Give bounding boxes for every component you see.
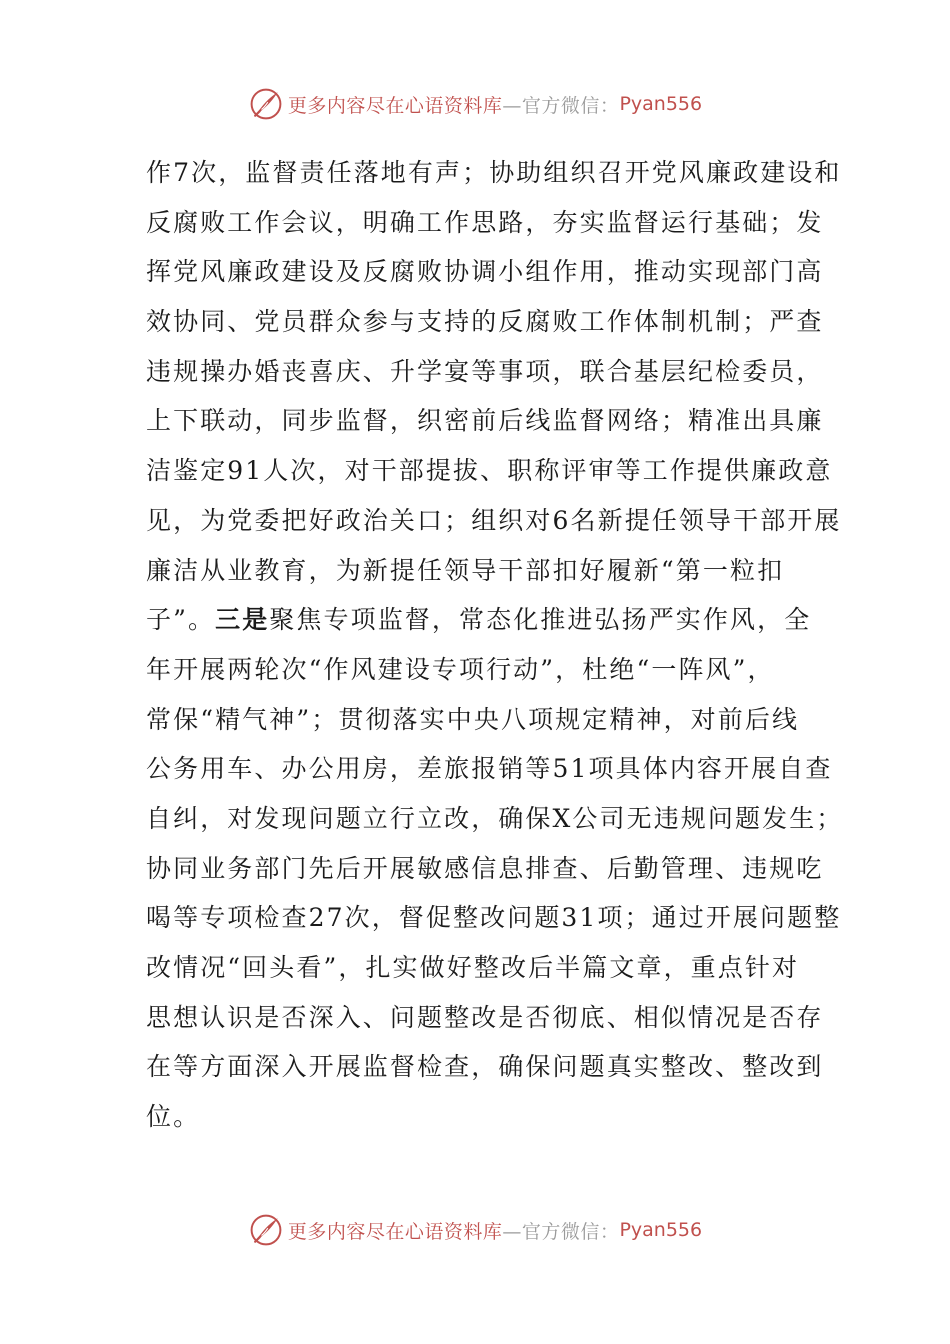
text-line: 位。 (146, 1102, 201, 1132)
text-line: 常保“精气神”；贯彻落实中央八项规定精神，对前后线 (146, 704, 800, 734)
text-line: 喝等专项检查27次，督促整改问题31项；通过开展问题整 (146, 903, 842, 933)
watermark-separator-text: —官方微信： (502, 94, 620, 117)
watermark-wechat-id: Pyan556 (619, 1219, 703, 1241)
section-marker-bold: 三是 (215, 605, 270, 635)
watermark-brand-text: 更多内容尽在心语资料库 (287, 1220, 503, 1243)
watermark-separator-text: —官方微信： (502, 1220, 620, 1243)
document-body (146, 148, 844, 1142)
quill-pen-logo-icon (248, 86, 284, 122)
text-line: 在等方面深入开展监督检查，确保问题真实整改、整改到 (146, 1052, 824, 1082)
text-line: 改情况“回头看”，扎实做好整改后半篇文章，重点针对 (146, 953, 800, 982)
text-line: 公务用车、办公用房，差旅报销等51项具体内容开展自查 (146, 754, 833, 784)
text-line: 协同业务部门先后开展敏感信息排查、后勤管理、违规吃 (146, 853, 824, 883)
text-segment: 聚焦专项监督，常态化推进弘扬严实作风，全 (269, 605, 812, 635)
text-line: 洁鉴定91人次，对干部提拔、职称评审等工作提供廉政意 (146, 456, 833, 486)
text-line (146, 595, 816, 645)
text-line: 效协同、党员群众参与支持的反腐败工作体制机制；严查 (146, 307, 824, 337)
text-line: 上下联动，同步监督，织密前后线监督网络；精准出具廉 (146, 406, 824, 436)
header-watermark (0, 84, 950, 124)
text-line: 见，为党委把好政治关口；组织对6名新提任领导干部开展 (146, 505, 842, 535)
text-line: 挥党风廉政建设及反腐败协调小组作用，推动实现部门高 (146, 257, 824, 287)
quill-pen-logo-icon (248, 1212, 284, 1248)
text-line: 廉洁从业教育，为新提任领导干部扣好履新“第一粒扣 (146, 555, 785, 585)
text-line: 违规操办婚丧喜庆、升学宴等事项，联合基层纪检委员， (146, 356, 824, 386)
text-line: 自纠，对发现问题立行立改，确保X公司无违规问题发生； (146, 803, 844, 833)
text-line: 年开展两轮次“作风建设专项行动”，杜绝“一阵风”， (146, 654, 775, 684)
footer-watermark (0, 1210, 950, 1250)
text-line: 反腐败工作会议，明确工作思路，夯实监督运行基础；发 (146, 207, 824, 237)
watermark-brand-text: 更多内容尽在心语资料库 (287, 94, 503, 117)
text-segment: 子”。 (146, 605, 216, 635)
text-line: 作7次，监督责任落地有声；协助组织召开党风廉政建设和 (146, 158, 842, 187)
text-line: 思想认识是否深入、问题整改是否彻底、相似情况是否存 (146, 1002, 824, 1032)
watermark-wechat-id: Pyan556 (619, 93, 703, 115)
